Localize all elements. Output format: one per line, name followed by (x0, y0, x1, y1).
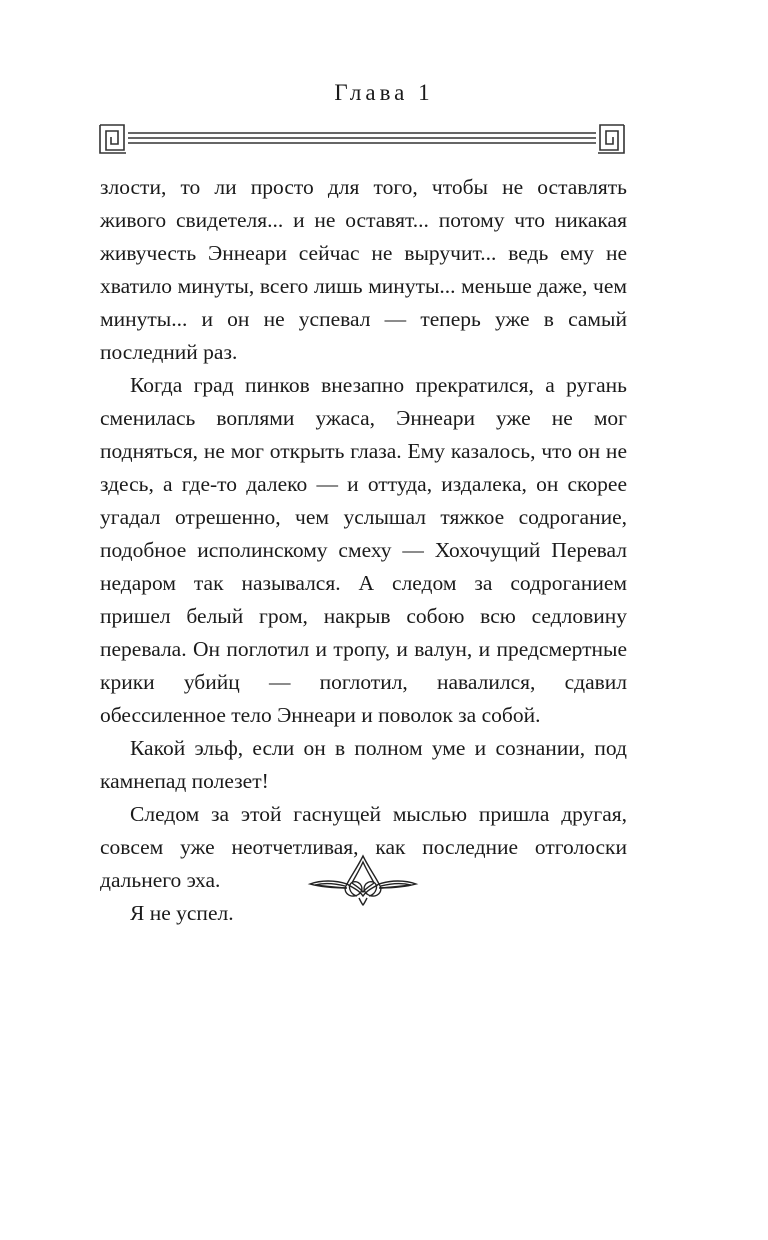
paragraph-elf-thought: Какой эльф, если он в полном уме и сознании, под камнепад полезет! (100, 736, 627, 793)
greek-key-border-rule-icon (98, 122, 626, 156)
chapter-word: Глава (334, 80, 409, 105)
paragraph-final-line: Я не успел. (130, 901, 234, 925)
celtic-knot-ornament-icon (307, 854, 419, 906)
paragraph-continuation: злости, то ли просто для того, чтобы не оставлять живого свидетеля... и не оставят... потому что никакая живучесть Эннеари сейчас не выручит... ведь ему не хватило минуты, всего лишь минуты... меньше даже, чем минуты... и он не успевал — теперь уже в самый последний раз. (100, 175, 627, 364)
chapter-body-text (100, 171, 627, 930)
paragraph-avalanche: Когда град пинков внезапно прекратился, а ругань сменилась воплями ужаса, Эннеари уже не мог подняться, не мог открыть глаза. Ему казалось, что он не здесь, а где-то далеко — и оттуда, издалека, он скорее угадал отрешенно, чем услышал тяжкое содрогание, подобное исполинскому смеху — Хохочущий Перевал недаром так назывался. А следом за содроганием пришел белый гром, накрыв собою всю седловину перевала. Он поглотил и тропу, и валун, и предсмертные крики убийц — поглотил, навалился, сдавил обессиленное тело Эннеари и поволок за собой. (100, 373, 627, 727)
chapter-number: 1 (418, 80, 434, 105)
paragraph-fading-thought: Следом за этой гаснущей мыслью пришла другая, совсем уже неотчетливая, как последние отголоски дальнего эха. (100, 802, 627, 892)
chapter-header (0, 78, 768, 108)
